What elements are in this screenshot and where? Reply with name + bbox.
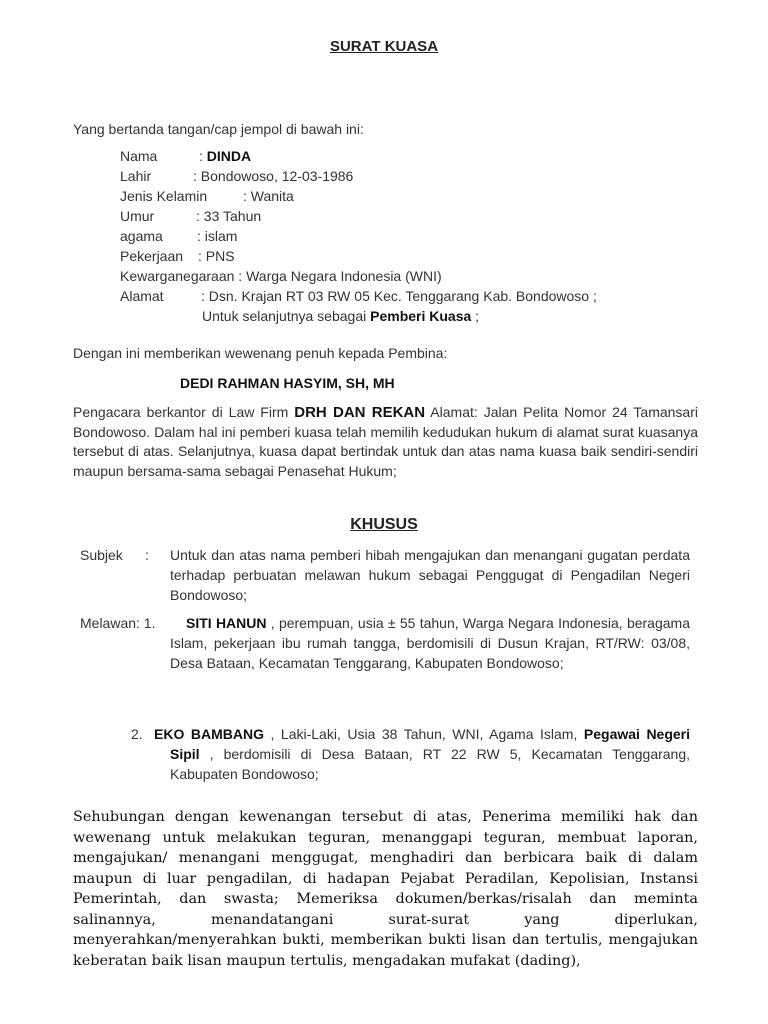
nama-value: DINDA (206, 148, 252, 164)
subjek-text: Untuk dan atas nama pemberi hibah mengajukan dan menangani gugatan perdata terhadap perbuatan melawan hukum sebagai Penggugat di Pengadilan Negeri Bondowoso; (170, 547, 690, 603)
melawan-2-name: EKO BAMBANG (154, 726, 264, 742)
field-agama-value: : islam (197, 228, 238, 244)
melawan-2-bold: Pegawai Negeri Sipil (170, 726, 691, 762)
field-lahir-value: : Bondowoso, 12-03-1986 (193, 168, 354, 184)
lahir-value: Bondowoso, 12-03-1986 (200, 168, 354, 184)
field-jk-label: Jenis Kelamin (120, 188, 208, 204)
alamat-value: Dsn. Krajan RT 03 RW 05 Kec. Tenggarang Kab. Bondowoso ; (208, 288, 597, 304)
melawan-label: Melawan: 1. (80, 615, 156, 631)
document-title: SURAT KUASA (329, 38, 439, 55)
field-kewarga-row: Kewarganegaraan : Warga Negara Indonesia (WNI) (120, 268, 442, 284)
melawan-2-number: 2. (131, 726, 143, 742)
pengacara-paragraph (73, 403, 698, 481)
subjek-label: Subjek (80, 547, 123, 563)
intro-text: Yang bertanda tangan/cap jempol di bawah ini: (73, 121, 364, 137)
pengacara-rest: Alamat: Jalan Pelita Nomor 24 Tamansari Bondowoso. Dalam hal ini pemberi kuasa telah memilih kedudukan hukum di alamat surat kuasanya tersebut di atas. Selanjutnya, kuasa dapat bertindak untuk dan atas nama kuasa baik sendiri-sendiri maupun bersama-sama sebagai Penasehat Hukum; (73, 404, 698, 479)
khusus-heading: KHUSUS (350, 516, 418, 533)
field-alamat-value: : Dsn. Krajan RT 03 RW 05 Kec. Tenggarang Kab. Bondowoso ; (201, 288, 597, 304)
melawan-1-name: SITI HANUN (186, 615, 267, 631)
melawan-1-detail: , perempuan, usia ± 55 tahun, Warga Negara Indonesia, beragama Islam, pekerjaan ibu rumah tangga, berdomisili di Dusun Krajan, RT/RW: 03/08, Desa Bataan, Kecamatan Tenggarang, Kabupaten Bondowoso; (170, 615, 690, 671)
pemberi-bold: Pemberi Kuasa (370, 308, 472, 324)
field-umur-label: Umur (120, 208, 155, 224)
field-nama-value: : DINDA (199, 148, 252, 164)
umur-value: 33 Tahun (203, 208, 262, 224)
pemberi-prefix: Untuk selanjutnya sebagai (202, 308, 367, 324)
field-alamat-label: Alamat (120, 288, 164, 304)
penerima-name: DEDI RAHMAN HASYIM, SH, MH (180, 375, 395, 391)
firm-name: DRH DAN REKAN (294, 404, 426, 421)
wewenang-text: Dengan ini memberikan wewenang penuh kepada Pembina: (73, 345, 448, 361)
kewarga-value: Warga Negara Indonesia (WNI) (246, 268, 442, 284)
subjek-colon: : (145, 547, 149, 563)
field-jk-value: : Wanita (243, 188, 294, 204)
kewarga-label: Kewarganegaraan (120, 268, 235, 284)
field-pekerjaan-value: : PNS (198, 248, 235, 264)
melawan-2-detail-b: , berdomisili di Desa Bataan, RT 22 RW 5, Kecamatan Tenggarang, Kabupaten Bondowoso; (170, 746, 691, 782)
melawan-2-text (154, 724, 691, 784)
field-lahir-label: Lahir (120, 168, 152, 184)
melawan-1-text (170, 613, 690, 673)
pengacara-prefix: Pengacara berkantor di Law Firm (73, 404, 289, 420)
agama-value: islam (204, 228, 238, 244)
melawan-2-detail-a: , Laki-Laki, Usia 38 Tahun, WNI, Agama Islam, (270, 726, 578, 742)
closing-paragraph: Sehubungan dengan kewenangan tersebut di atas, Penerima memiliki hak dan wewenang untuk melakukan teguran, menanggapi teguran, membuat laporan, mengajukan/ menangani menggugat, menghadiri dan berbicara baik di dalam maupun di luar pengadilan, di hadapan Pejabat Peradilan, Kepolisian, Instansi Pemerintah, dan swasta; Memeriksa dokumen/berkas/risalah dan meminta salinannya, menandatangani surat-surat yang diperlukan, menyerahkan/menyerahkan bukti, memberikan bukti lisan dan tertulis, mengajukan keberatan baik lisan maupun tertulis, mengadakan mufakat (dading), (73, 809, 698, 969)
field-nama-label: Nama (120, 148, 158, 164)
pemberi-kuasa-line (202, 306, 479, 326)
pemberi-suffix: ; (471, 308, 480, 324)
field-umur-value: : 33 Tahun (196, 208, 262, 224)
jk-value: Wanita (250, 188, 294, 204)
field-agama-label: agama (120, 228, 163, 244)
field-pekerjaan-label: Pekerjaan (120, 248, 184, 264)
pekerjaan-value: PNS (205, 248, 235, 264)
